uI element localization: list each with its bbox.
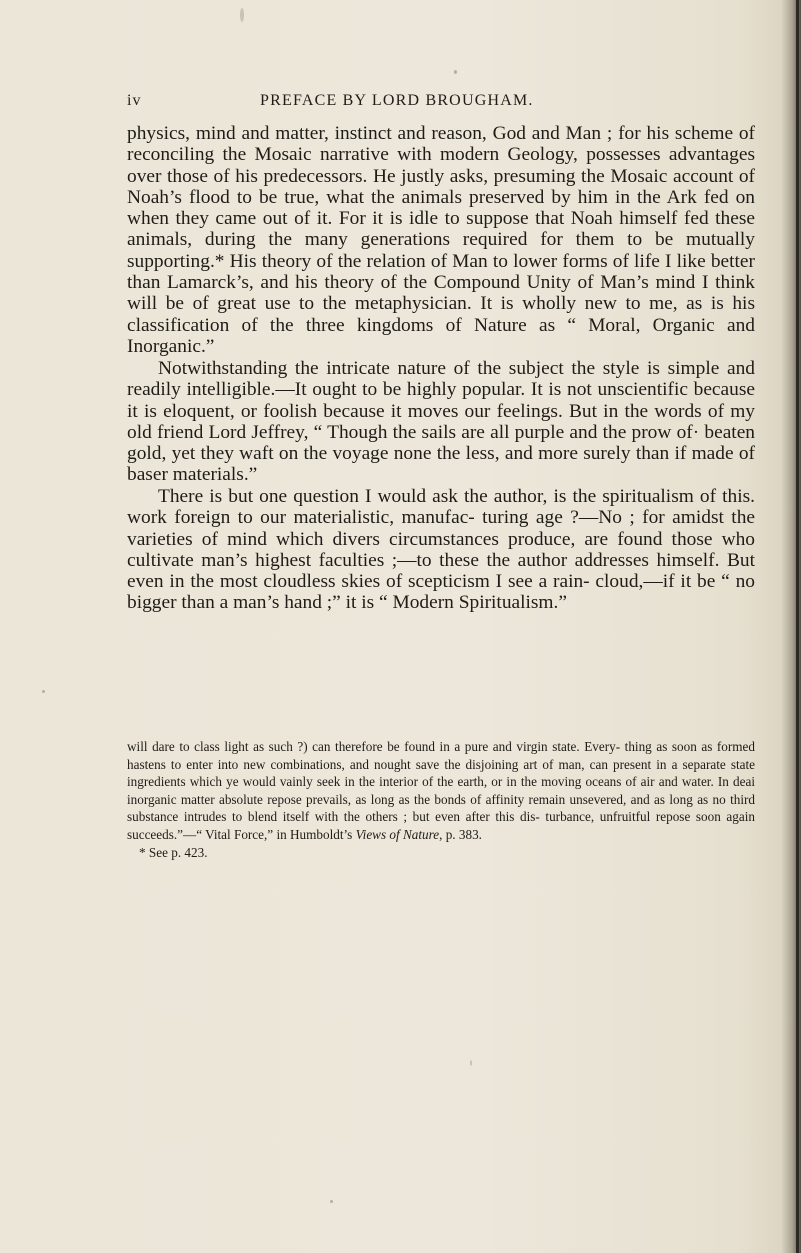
body-paragraph	[127, 358, 755, 486]
paragraph-text: Notwithstanding the intricate nature of the subject the style is simple and readily intelligible.—It ought to be highly popular. It is not unscientific because it is eloquent, or foolish because it moves our feelings. But in the words of my old friend Lord Jeffrey, “ Though the sails are all purple and the prow of· beaten gold, yet they waft on the voyage none the less, and more surely than if made of baser materials.”	[127, 358, 755, 486]
paper-speck	[42, 690, 45, 693]
book-title: Views of Nature	[355, 826, 440, 842]
footnotes	[127, 738, 755, 861]
paper-speck	[454, 70, 457, 74]
footnote-text: will dare to class light as such ?) can therefore be found in a pure and virgin state. Every- thing as soon as formed hastens to enter into new combinations, and nought save the disjoining art of man, can present in a separate state ingredients which ye would vainly seek in the interior of the earth, or in the moving oceans of air and water. In deai inorganic matter absolute repose prevails, as long as the bonds of affinity remain unsevered, and as long as no third substance intrudes to blend itself with the others ; but even after this dis- turbance, unfruitful repose soon again succeeds.”—“ Vital Force,” in Humboldt’s	[127, 739, 755, 842]
paper-speck	[240, 8, 244, 22]
footnote-continuation	[127, 738, 755, 844]
paragraph-text: physics, mind and matter, instinct and reason, God and Man ; for his scheme of reconciling the Mosaic narrative with modern Geology, possesses advantages over those of his predecessors. He justly asks, presuming the Mosaic account of Noah’s flood to be true, what the animals preserved by him in the Ark fed on when they came out of it. For it is idle to suppose that Noah himself fed these animals, during the many generations required for them to be mutually supporting.* His theory of the relation of Man to lower forms of life I like better than Lamarck’s, and his theory of the Compound Unity of Man’s mind I think will be of great use to the metaphysician. It is wholly new to me, as is his classification of the three kingdoms of Nature as “ Moral, Organic and Inorganic.”	[127, 123, 755, 357]
paper-speck	[470, 1060, 472, 1066]
page-number: iv	[127, 92, 142, 109]
page-edge	[796, 0, 799, 1253]
footnote-star: * See p. 423.	[139, 844, 208, 860]
running-head: PREFACE BY LORD BROUGHAM.	[260, 92, 534, 109]
paragraph-text: There is but one question I would ask the author, is the spiritualism of this. work foreign to our materialistic, manufac- turing age ?—No ; for amidst the varieties of mind which divers circumstances produce, are found those who cultivate man’s highest faculties ;—to these the author addresses himself. But even in the most cloudless skies of scepticism I see a rain- cloud,—if it be “ no bigger than a man’s hand ;” it is “ Modern Spiritualism.”	[127, 486, 755, 614]
body-paragraph	[127, 123, 755, 357]
body-paragraph	[127, 486, 755, 614]
paper-speck	[330, 1200, 333, 1203]
footnote-page-ref: , p. 383.	[439, 826, 482, 842]
page-header	[127, 92, 767, 114]
